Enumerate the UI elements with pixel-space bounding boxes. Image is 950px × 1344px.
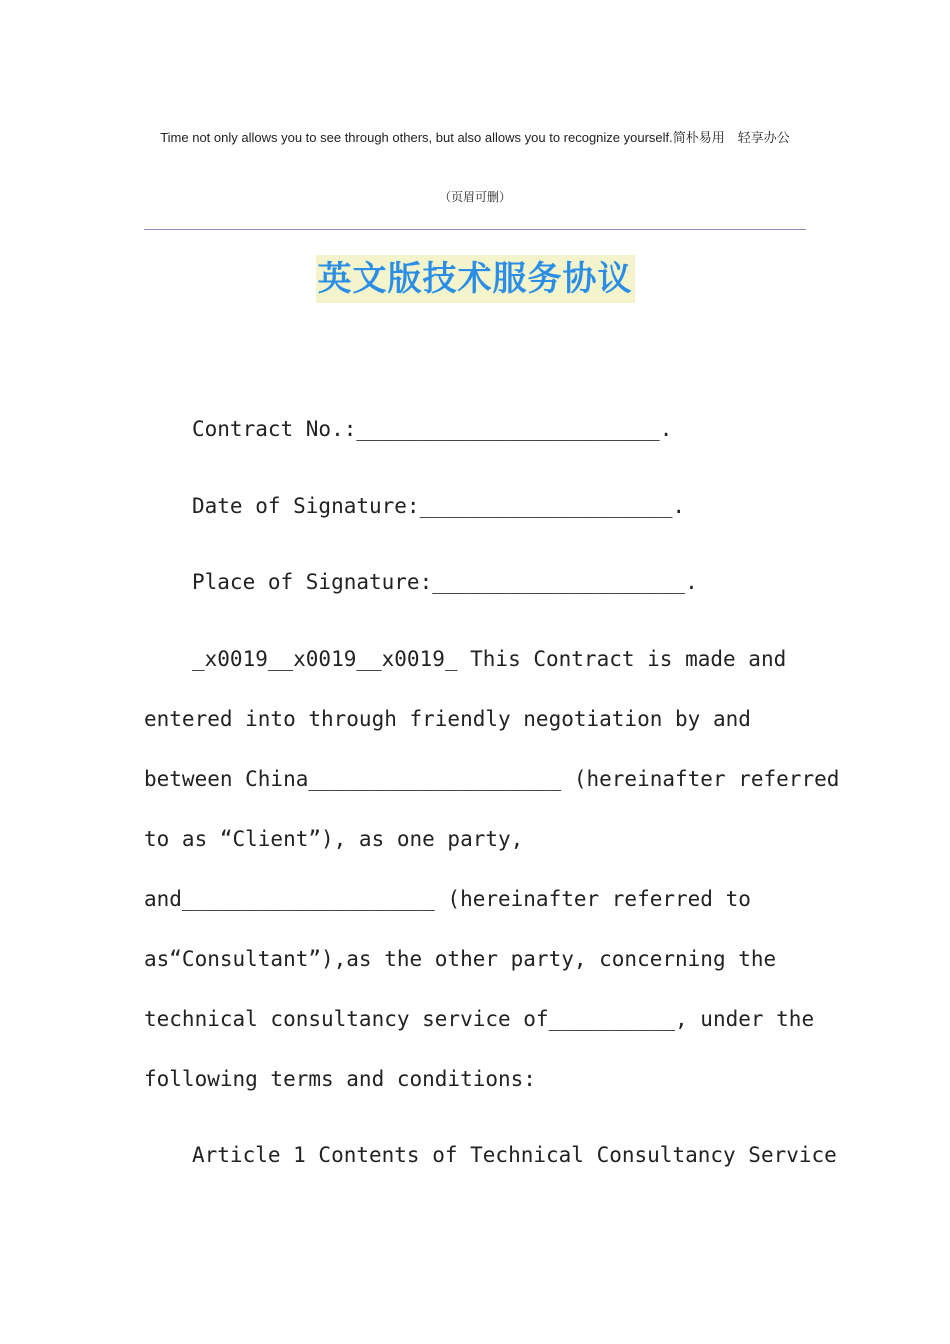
- body-line: _x0019__x0019__x0019_ This Contract is made and: [192, 647, 787, 671]
- article-heading: Article 1 Contents of Technical Consultancy Service: [192, 1143, 837, 1167]
- place-of-signature-field: Place of Signature:____________________.: [192, 570, 698, 594]
- header-divider: [144, 229, 806, 230]
- body-line: entered into through friendly negotiation by and: [144, 707, 751, 731]
- body-line: technical consultancy service of__________, under the: [144, 1007, 815, 1031]
- body-line: following terms and conditions:: [144, 1067, 536, 1091]
- body-line: to as “Client”), as one party,: [144, 827, 524, 851]
- body-line: as“Consultant”),as the other party, concerning the: [144, 947, 777, 971]
- contract-no-field: Contract No.:________________________.: [192, 417, 673, 441]
- document-title-wrap: [0, 255, 950, 303]
- document-title: 英文版技术服务协议: [316, 255, 635, 303]
- header-quote: Time not only allows you to see through others, but also allows you to recognize yourself.简朴易用 轻享办公: [160, 130, 790, 145]
- body-line: between China____________________ (hereinafter referred: [144, 767, 840, 791]
- header-note: （页眉可删）: [438, 190, 511, 204]
- body-line: and____________________ (hereinafter referred to: [144, 887, 751, 911]
- date-of-signature-field: Date of Signature:____________________.: [192, 494, 686, 518]
